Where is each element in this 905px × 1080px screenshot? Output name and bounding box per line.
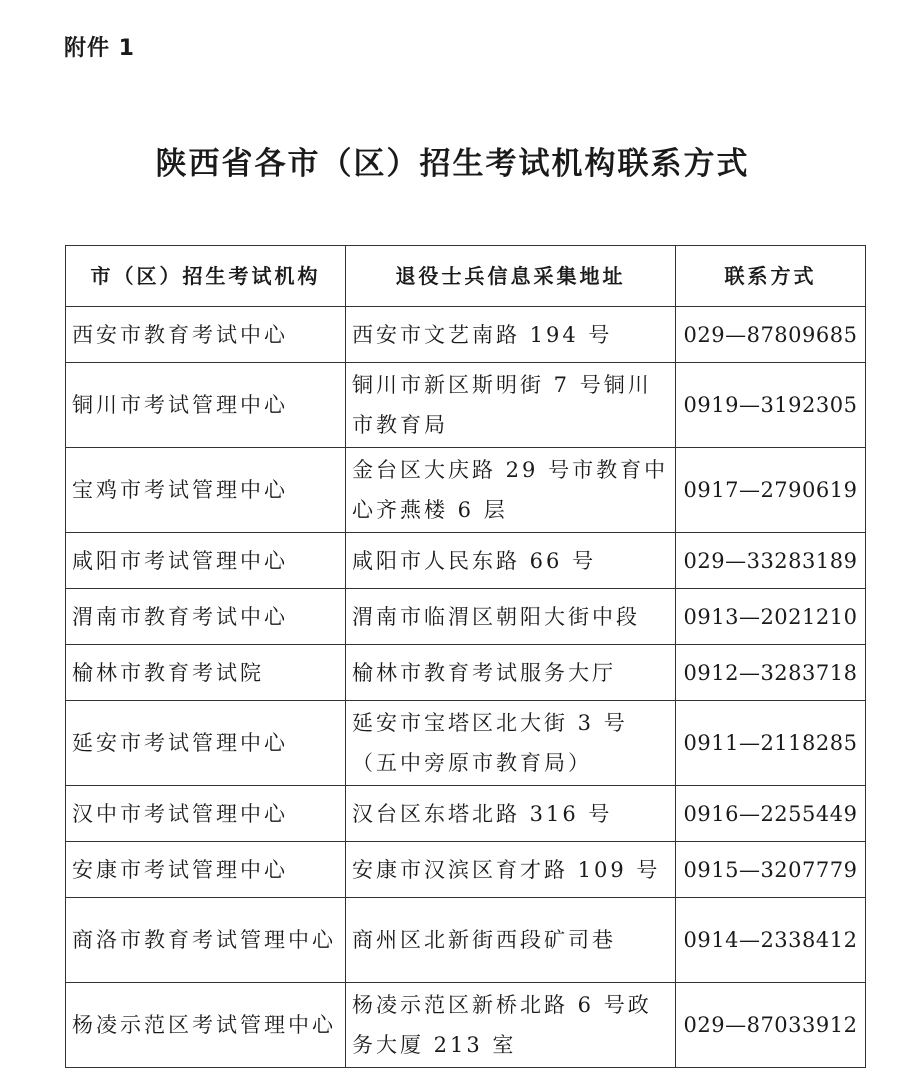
org-name: 渭南市教育考试中心 — [72, 604, 288, 629]
header-address: 退役士兵信息采集地址 — [346, 246, 676, 307]
table-header-row — [66, 246, 866, 307]
address-text: 铜川市新区斯明街 7 号铜川市教育局 — [352, 373, 652, 437]
org-cell — [66, 786, 346, 842]
address-cell — [346, 589, 676, 645]
phone-cell: 0916—2255449 — [676, 786, 866, 842]
address-cell — [346, 842, 676, 898]
address-text: 榆林市教育考试服务大厅 — [352, 660, 616, 685]
org-name: 宝鸡市考试管理中心 — [72, 478, 288, 502]
attachment-label: 附件 1 — [64, 36, 135, 61]
contact-table — [65, 245, 866, 1068]
table-row — [66, 307, 866, 363]
address-text: 西安市文艺南路 194 号 — [352, 322, 613, 347]
address-cell — [346, 533, 676, 589]
table-row — [66, 448, 866, 533]
address-cell — [346, 983, 676, 1068]
document-title: 陕西省各市（区）招生考试机构联系方式 — [155, 146, 750, 182]
table-row — [66, 898, 866, 983]
phone-cell: 0917—2790619 — [676, 448, 866, 533]
table-row — [66, 645, 866, 701]
org-cell — [66, 533, 346, 589]
phone-cell: 0919—3192305 — [676, 363, 866, 448]
phone-cell: 0915—3207779 — [676, 842, 866, 898]
org-cell — [66, 448, 346, 533]
address-cell — [346, 786, 676, 842]
address-text: 渭南市临渭区朝阳大街中段 — [352, 604, 640, 629]
phone-cell: 029—87809685 — [676, 307, 866, 363]
address-text: 咸阳市人民东路 66 号 — [352, 548, 597, 573]
phone-cell: 029—87033912 — [676, 983, 866, 1068]
org-name: 榆林市教育考试院 — [72, 660, 264, 685]
phone-cell: 0912—3283718 — [676, 645, 866, 701]
org-name: 延安市考试管理中心 — [72, 731, 288, 755]
header-org: 市（区）招生考试机构 — [66, 246, 346, 307]
org-cell — [66, 589, 346, 645]
address-cell — [346, 363, 676, 448]
org-cell — [66, 363, 346, 448]
org-name: 咸阳市考试管理中心 — [72, 548, 288, 573]
org-name: 汉中市考试管理中心 — [72, 801, 288, 826]
org-cell — [66, 645, 346, 701]
address-cell — [346, 898, 676, 983]
phone-cell: 0911—2118285 — [676, 701, 866, 786]
org-cell — [66, 842, 346, 898]
address-cell — [346, 448, 676, 533]
org-cell — [66, 898, 346, 983]
address-text: 安康市汉滨区育才路 109 号 — [352, 857, 661, 882]
org-cell — [66, 701, 346, 786]
phone-cell: 0913—2021210 — [676, 589, 866, 645]
table-row — [66, 533, 866, 589]
address-text: 商州区北新街西段矿司巷 — [352, 928, 616, 952]
table-row — [66, 589, 866, 645]
org-name: 安康市考试管理中心 — [72, 857, 288, 882]
header-phone: 联系方式 — [676, 246, 866, 307]
address-text: 延安市宝塔区北大街 3 号（五中旁原市教育局） — [352, 711, 628, 775]
table-row — [66, 786, 866, 842]
org-cell — [66, 983, 346, 1068]
org-name: 铜川市考试管理中心 — [72, 393, 288, 417]
phone-cell: 029—33283189 — [676, 533, 866, 589]
phone-cell: 0914—2338412 — [676, 898, 866, 983]
address-cell — [346, 645, 676, 701]
address-cell — [346, 307, 676, 363]
org-name: 杨凌示范区考试管理中心 — [72, 1013, 336, 1037]
org-name: 西安市教育考试中心 — [72, 322, 288, 347]
table-row — [66, 363, 866, 448]
table-row — [66, 701, 866, 786]
address-text: 汉台区东塔北路 316 号 — [352, 801, 613, 826]
address-text: 杨凌示范区新桥北路 6 号政务大厦 213 室 — [352, 993, 652, 1057]
address-cell — [346, 701, 676, 786]
address-text: 金台区大庆路 29 号市教育中心齐燕楼 6 层 — [352, 458, 669, 522]
table-row — [66, 983, 866, 1068]
org-cell — [66, 307, 346, 363]
org-name: 商洛市教育考试管理中心 — [72, 928, 336, 952]
table-row — [66, 842, 866, 898]
